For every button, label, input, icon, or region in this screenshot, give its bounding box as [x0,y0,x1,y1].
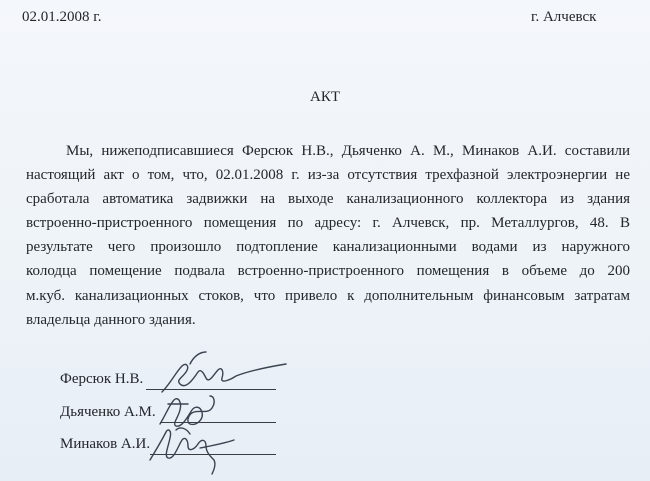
signatory-name: Минаков А.И. [60,436,151,452]
body-line: колодца помещение подвала встроенно-пристроенного помещения в объеме до 200 [26,263,630,280]
signatory-name: Дьяченко А.М. [60,404,156,420]
body-line: владельца данного здания. [26,311,196,328]
body-line: результате чего произошло подтопление канализационными водами из наружного [26,239,630,256]
body-line: м.куб. канализационных стоков, что привело к дополнительным финансовым затратам [26,287,630,304]
document-date: 02.01.2008 г. [22,9,102,25]
body-line: Мы, нижеподписавшиеся Ферсюк Н.В., Дьяченко А. М., Минаков А.И. составили [66,143,630,159]
signature-3 [150,430,215,474]
body-line: настоящий акт о том, что, 02.01.2008 г. из-за отсутствия трехфазной электроэнергии не [26,167,630,184]
document-city: г. Алчевск [531,9,597,25]
document-title: АКТ [310,89,340,105]
signature-1 [162,364,286,392]
signature-2 [160,396,214,426]
body-line: встроенно-пристроенного помещения по адресу: г. Алчевск, пр. Металлургов, 48. В [26,215,630,232]
signatory-name: Ферсюк Н.В. [60,371,144,387]
body-line: сработала автоматика задвижки на выходе канализационного коллектора из здания [26,191,630,208]
